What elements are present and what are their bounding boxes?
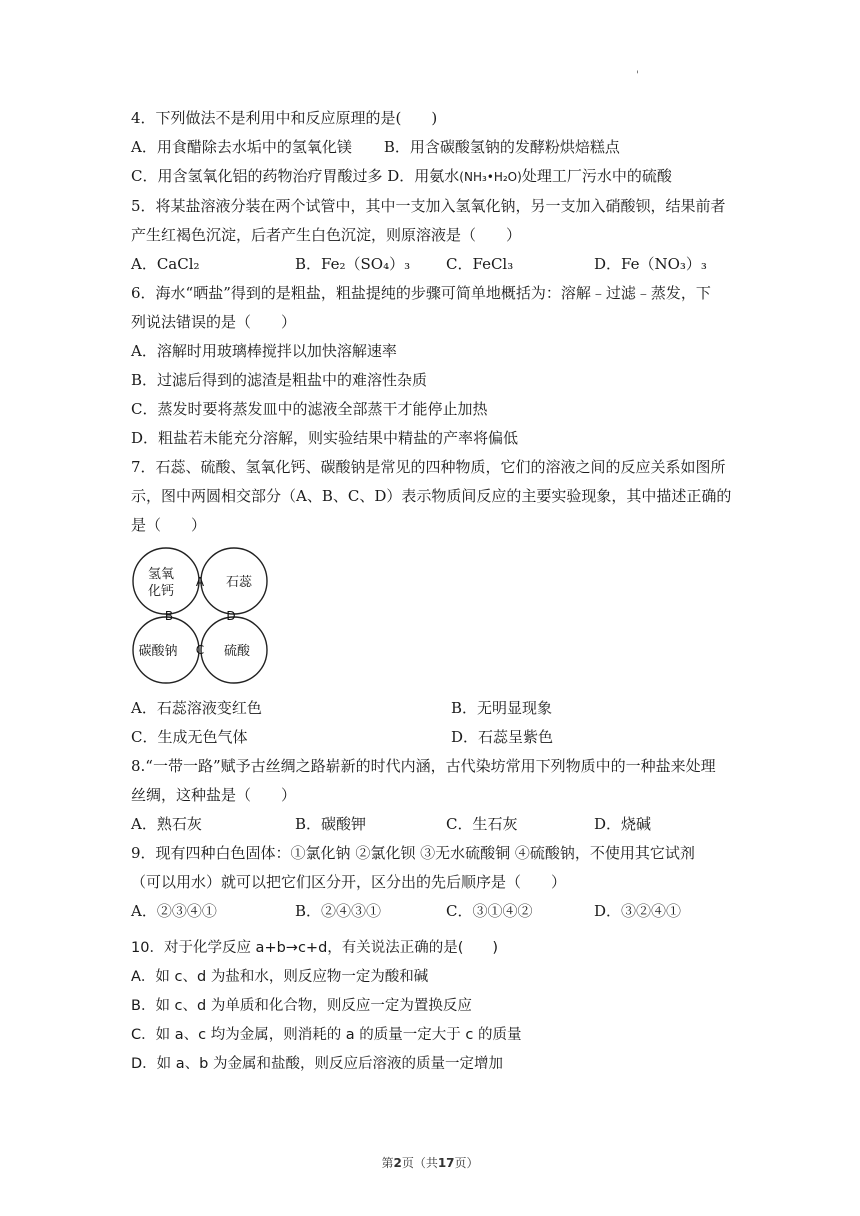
venn-region-a: A xyxy=(195,575,205,589)
q10-option-b: B．如 c、d 为单质和化合物，则反应一定为置换反应 xyxy=(131,998,472,1014)
q5-option-d: D．Fe（NO₃）₃ xyxy=(594,255,707,273)
q10-option-c: C．如 a、c 均为金属，则消耗的 a 的质量一定大于 c 的质量 xyxy=(131,1027,522,1043)
q7-option-a: A．石蕊溶液变红色 xyxy=(131,699,262,717)
page-footer xyxy=(0,1154,860,1171)
venn-region-d: D xyxy=(226,609,236,623)
q7-options-ab xyxy=(131,694,731,723)
q5-stem-2: 产生红褐色沉淀，后者产生白色沉淀，则原溶液是（ ） xyxy=(131,226,522,244)
q6-option-c: C．蒸发时要将蒸发皿中的滤液全部蒸干才能停止加热 xyxy=(131,400,488,418)
q8-option-c: C．生石灰 xyxy=(446,815,518,833)
q10-option-d: D．如 a、b 为金属和盐酸，则反应后溶液的质量一定增加 xyxy=(131,1056,503,1072)
q9-options xyxy=(131,897,731,926)
q5-option-b: B．Fe₂（SO₄）₃ xyxy=(295,255,411,273)
q4-options-ab xyxy=(131,133,731,162)
q4-option-a: A．用食醋除去水垢中的氢氧化镁 xyxy=(131,138,352,156)
venn-region-b: B xyxy=(164,609,174,623)
q7-stem-3: 是（ ） xyxy=(131,516,207,534)
q7-options-cd xyxy=(131,723,731,752)
q4-stem: 4．下列做法不是利用中和反应原理的是( ) xyxy=(131,109,438,127)
q8-option-b: B．碳酸钾 xyxy=(295,815,367,833)
q4-option-d-suffix: 处理工厂污水中的硫酸 xyxy=(521,167,672,185)
q6-stem-2: 列说法错误的是（ ） xyxy=(131,313,297,331)
venn-label-tr: 石蕊 xyxy=(225,575,253,590)
q7-stem-1: 7．石蕊、硫酸、氢氧化钙、碳酸钠是常见的四种物质，它们的溶液之间的反应关系如图所 xyxy=(131,458,726,476)
q4-options-cd xyxy=(131,162,731,192)
footer-total-pages: 17 xyxy=(437,1156,455,1170)
page-content xyxy=(131,104,731,1079)
q6-option-d: D．粗盐若未能充分溶解，则实验结果中精盐的产率将偏低 xyxy=(131,429,519,447)
q9-option-b: B．②④③① xyxy=(295,902,382,920)
q6-option-b: B．过滤后得到的滤渣是粗盐中的难溶性杂质 xyxy=(131,371,428,389)
q8-stem-2: 丝绸，这种盐是（ ） xyxy=(131,786,297,804)
q8-stem-1: 8.“一带一路”赋予古丝绸之路崭新的时代内涵，古代染坊常用下列物质中的一种盐来处理 xyxy=(131,757,716,775)
q8-option-a: A．熟石灰 xyxy=(131,815,202,833)
q5-option-c: C．FeCl₃ xyxy=(446,255,514,273)
q8-options xyxy=(131,810,731,839)
q10-block xyxy=(131,934,731,1079)
q7-option-c: C．生成无色气体 xyxy=(131,728,248,746)
q9-stem-2: （可以用水）就可以把它们区分开，区分出的先后顺序是（ ） xyxy=(131,873,567,891)
venn-label-tl-line2: 化钙 xyxy=(147,584,175,599)
q6-option-a: A．溶解时用玻璃棒搅拌以加快溶解速率 xyxy=(131,342,397,360)
venn-label-br: 硫酸 xyxy=(223,644,251,659)
footer-page-number: 2 xyxy=(393,1156,402,1170)
q5-stem-1: 5．将某盐溶液分装在两个试管中，其中一支加入氢氧化钠，另一支加入硝酸钡，结果前者 xyxy=(131,197,726,215)
venn-label-bl: 碳酸钠 xyxy=(138,644,178,659)
venn-diagram xyxy=(131,546,271,686)
q9-stem-1: 9．现有四种白色固体：①氯化钠 ②氯化钡 ③无水硫酸铜 ④硫酸钠，不使用其它试剂 xyxy=(131,844,695,862)
venn-label-tl-line1: 氢氧 xyxy=(147,567,175,582)
q7-option-b: B．无明显现象 xyxy=(451,699,553,717)
q9-option-a: A．②③④① xyxy=(131,902,217,920)
q7-stem-2: 示，图中两圆相交部分（A、B、C、D）表示物质间反应的主要实验现象，其中描述正确的 xyxy=(131,487,732,505)
footer-prefix: 第 xyxy=(381,1156,394,1170)
venn-region-c: C xyxy=(195,643,205,657)
q10-option-a: A．如 c、d 为盐和水，则反应物一定为酸和碱 xyxy=(131,969,429,985)
q5-options xyxy=(131,250,731,279)
q8-option-d: D．烧碱 xyxy=(594,815,652,833)
footer-mid: 页（共 xyxy=(401,1156,438,1170)
q5-option-a: A．CaCl₂ xyxy=(131,255,200,273)
q7-option-d: D．石蕊呈紫色 xyxy=(451,728,554,746)
q4-option-d-formula: (NH₃•H₂O) xyxy=(459,170,522,184)
top-mark: ' xyxy=(636,70,639,81)
q9-option-c: C．③①④② xyxy=(446,902,533,920)
q4-option-cd-prefix: C．用含氢氧化铝的药物治疗胃酸过多 D．用氨水 xyxy=(131,167,460,185)
q9-option-d: D．③②④① xyxy=(594,902,682,920)
q10-stem: 10．对于化学反应 a+b→c+d，有关说法正确的是( ) xyxy=(131,940,499,956)
q4-option-b: B．用含碳酸氢钠的发酵粉烘焙糕点 xyxy=(383,138,620,156)
footer-suffix: 页） xyxy=(454,1156,479,1170)
q6-stem-1: 6．海水“晒盐”得到的是粗盐，粗盐提纯的步骤可简单地概括为：溶解﹣过滤﹣蒸发，下 xyxy=(131,284,711,302)
